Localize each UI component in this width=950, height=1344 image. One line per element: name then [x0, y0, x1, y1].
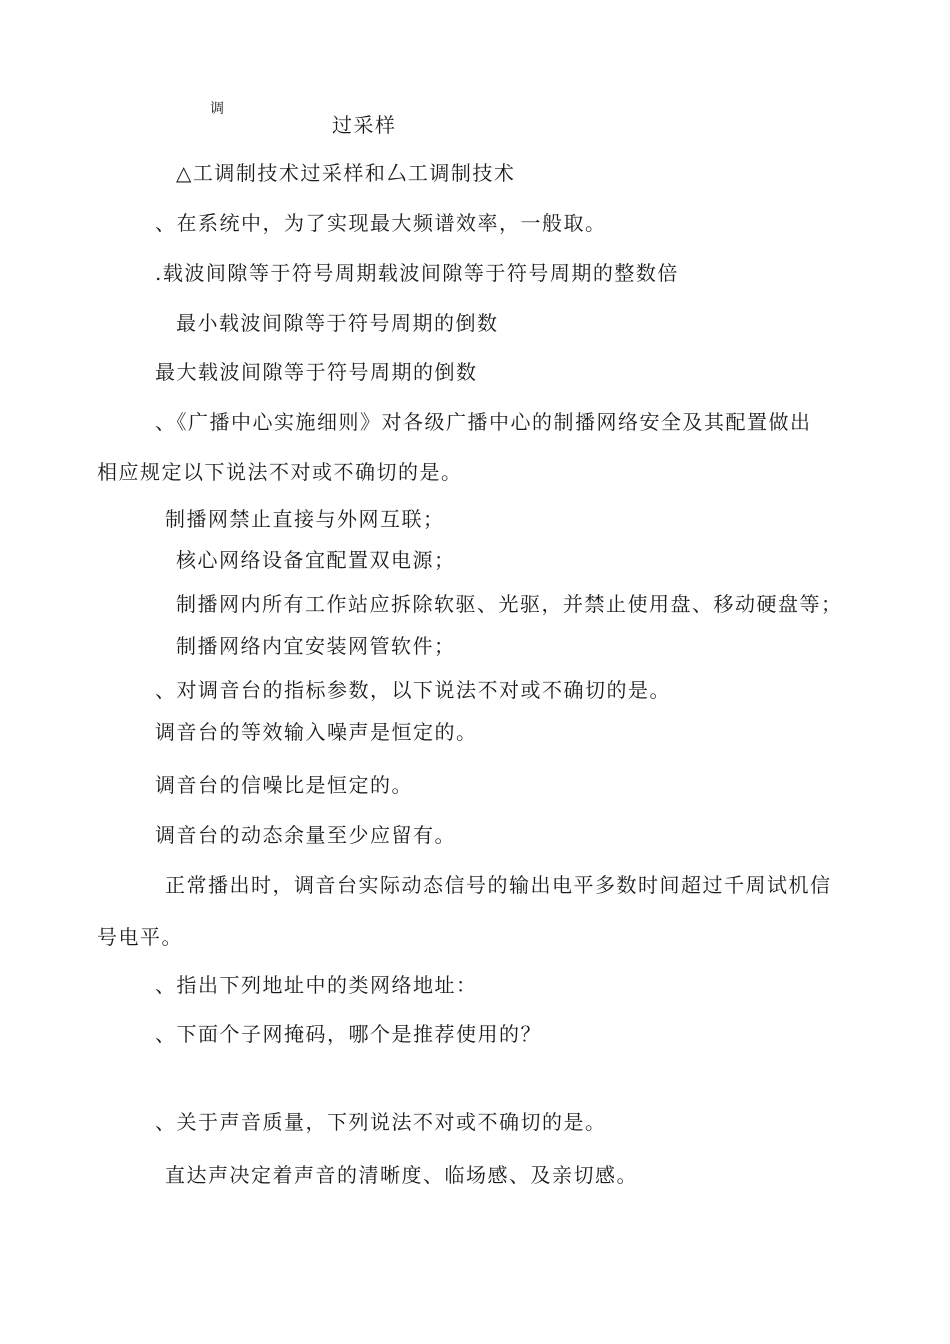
- option-line: 调音台的信噪比是恒定的。: [155, 773, 413, 797]
- question-line: 、《广播中心实施细则》对各级广播中心的制播网络安全及其配置做出: [155, 410, 812, 434]
- header-title: 过采样: [332, 113, 397, 137]
- option-line: 调音台的动态余量至少应留有。: [155, 823, 456, 847]
- question-line: 、指出下列地址中的类网络地址：: [155, 973, 478, 997]
- option-line: 制播网禁止直接与外网互联；: [165, 507, 445, 531]
- option-line: 正常播出时，调音台实际动态信号的输出电平多数时间超过千周试机信: [165, 873, 832, 897]
- header-fragment: 调: [210, 101, 224, 117]
- option-line: 核心网络设备宜配置双电源；: [176, 548, 456, 572]
- option-line: 制播网络内宜安装网管软件；: [176, 634, 456, 658]
- question-line: 、关于声音质量，下列说法不对或不确切的是。: [155, 1110, 607, 1134]
- question-line: 、在系统中，为了实现最大频谱效率，一般取。: [155, 211, 607, 235]
- question-line: 、对调音台的指标参数，以下说法不对或不确切的是。: [155, 678, 671, 702]
- option-line: 最大载波间隙等于符号周期的倒数: [155, 360, 478, 384]
- option-line-continued: 号电平。: [97, 925, 183, 949]
- option-line: 直达声决定着声音的清晰度、临场感、及亲切感。: [165, 1163, 638, 1187]
- option-line: 最小载波间隙等于符号周期的倒数: [176, 311, 499, 335]
- option-line: 调音台的等效输入噪声是恒定的。: [155, 720, 478, 744]
- question-line-continued: 相应规定以下说法不对或不确切的是。: [97, 460, 463, 484]
- question-line: 、下面个子网掩码，哪个是推荐使用的？: [155, 1022, 542, 1046]
- option-line: .载波间隙等于符号周期载波间隙等于符号周期的整数倍: [155, 261, 679, 285]
- text-line: △工调制技术过采样和厶工调制技术: [176, 161, 516, 185]
- option-line: 制播网内所有工作站应拆除软驱、光驱，并禁止使用盘、移动硬盘等；: [176, 592, 843, 616]
